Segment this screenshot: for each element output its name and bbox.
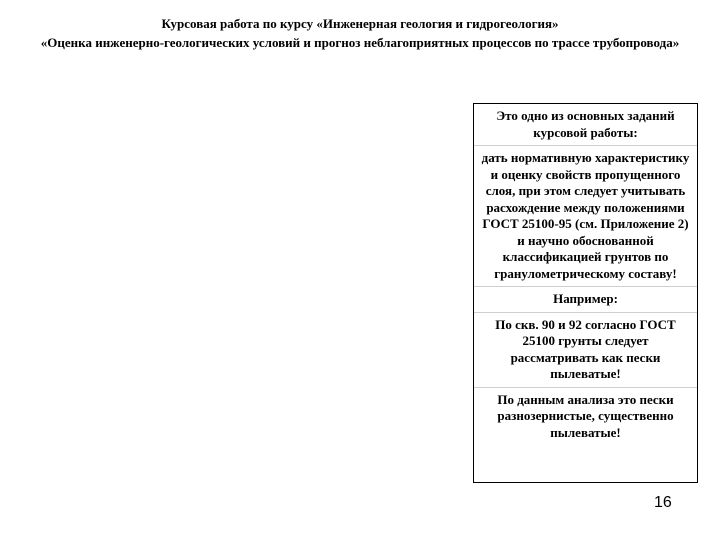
text-paragraph-task: дать нормативную характеристику и оценку свойств пропущенного слоя, при этом следует учитывать расхождение между положениями ГОСТ 25100-95 (см. Приложение 2) и научно обоснованной классификацией грунтов по гранулометрическому составу!	[474, 146, 697, 287]
assignment-text-box	[473, 103, 698, 483]
slide-title	[40, 14, 680, 52]
page-number: 16	[654, 494, 672, 511]
text-paragraph-analysis: По данным анализа это пески разнозернистые, существенно пылеватые!	[497, 391, 674, 440]
text-paragraph-gost: По скв. 90 и 92 согласно ГОСТ 25100 грунты следует рассматривать как пески пылеватые!	[474, 313, 697, 388]
text-paragraph-example-label: Например:	[474, 287, 697, 313]
work-topic: «Оценка инженерно-геологических условий и прогноз неблагоприятных процессов по трассе трубопровода»	[40, 35, 680, 50]
course-title: Курсовая работа по курсу «Инженерная геология и гидрогеология»	[161, 16, 559, 31]
text-paragraph-intro: Это одно из основных заданий курсовой работы:	[474, 104, 697, 146]
